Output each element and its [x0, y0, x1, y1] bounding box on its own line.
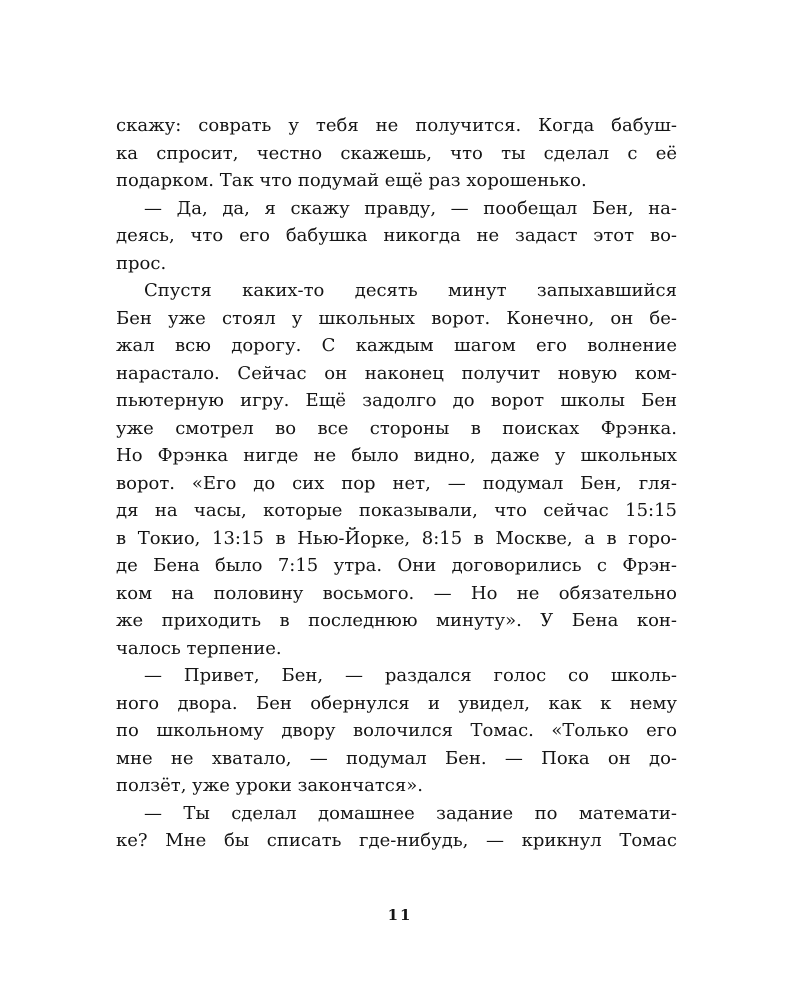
text-line: дя на часы, которые показывали, что сейчас 15:15: [116, 500, 677, 521]
text-line: пьютерную игру. Ещё задолго до ворот школы Бен: [116, 390, 677, 411]
text-line: жал всю дорогу. С каждым шагом его волнение: [116, 335, 677, 356]
text-line: по школьному двору волочился Томас. «Только его: [116, 720, 677, 741]
text-line: в Токио, 13:15 в Нью-Йорке, 8:15 в Москве, а в горо-: [116, 527, 677, 549]
page-number: 11: [387, 906, 413, 924]
text-line: — Да, да, я скажу правду, — пообещал Бен, на-: [144, 197, 677, 219]
text-line: — Привет, Бен, — раздался голос со школь-: [144, 665, 677, 686]
text-line: Бен уже стоял у школьных ворот. Конечно, он бе-: [116, 307, 677, 329]
text-line: Спустя каких-то десять минут запыхавшийся: [144, 280, 677, 301]
text-line: деясь, что его бабушка никогда не задаст этот во-: [116, 225, 677, 246]
body-text: [116, 112, 677, 855]
text-line: ползёт, уже уроки закончатся».: [116, 775, 423, 796]
text-line: скажу: соврать у тебя не получится. Когда бабуш-: [116, 115, 677, 136]
text-line: — Ты сделал домашнее задание по математи-: [144, 802, 677, 824]
text-line: Но Фрэнка нигде не было видно, даже у школьных: [116, 445, 677, 466]
text-line: чалось терпение.: [116, 637, 282, 659]
text-line: подарком. Так что подумай ещё раз хорошенько.: [116, 170, 587, 191]
text-line: ка спросит, честно скажешь, что ты сделал с её: [116, 142, 677, 164]
text-line: уже смотрел во все стороны в поисках Фрэнка.: [116, 417, 677, 439]
text-line: же приходить в последнюю минуту». У Бена кон-: [116, 610, 677, 631]
text-line: ком на половину восьмого. — Но не обязательно: [116, 582, 677, 604]
text-line: ке? Мне бы списать где-нибудь, — крикнул Томас: [116, 830, 677, 851]
text-line: ного двора. Бен обернулся и увидел, как к нему: [116, 692, 677, 714]
text-line: де Бена было 7:15 утра. Они договорились с Фрэн-: [116, 555, 677, 576]
text-line: нарастало. Сейчас он наконец получит новую ком-: [116, 362, 677, 384]
text-line: ворот. «Его до сих пор нет, — подумал Бен, гля-: [116, 472, 677, 494]
text-line: прос.: [116, 252, 167, 274]
text-line: мне не хватало, — подумал Бен. — Пока он до-: [116, 747, 677, 769]
